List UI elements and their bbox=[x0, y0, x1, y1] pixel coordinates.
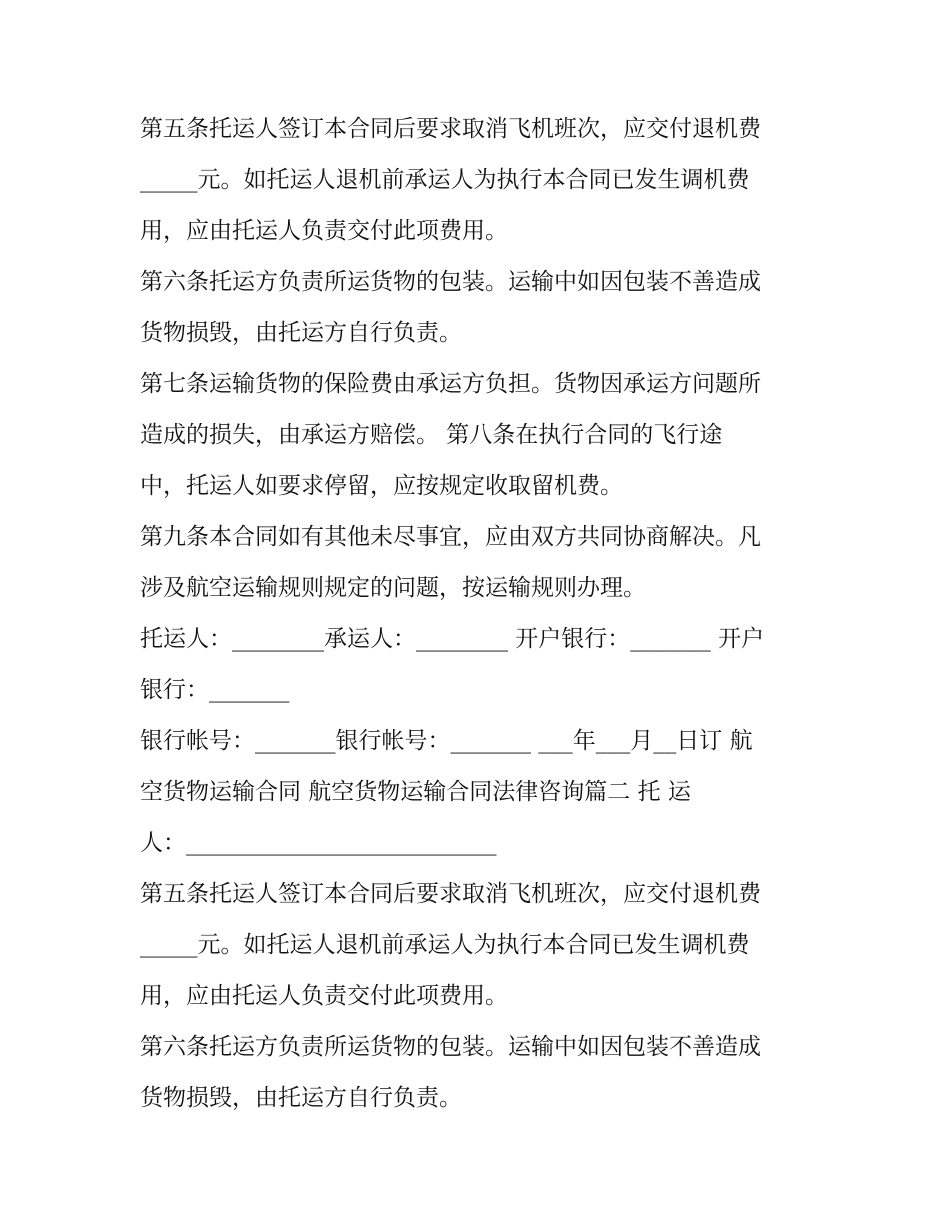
text-line: 用，应由托运人负责交付此项费用。 bbox=[140, 983, 508, 1009]
text-line: 银行：_______ bbox=[140, 677, 290, 703]
text-line: 第六条托运方负责所运货物的包装。运输中如因包装不善造成 bbox=[140, 269, 761, 295]
text-line: 用，应由托运人负责交付此项费用。 bbox=[140, 218, 508, 244]
document-body bbox=[140, 104, 830, 1124]
text-line: 第九条本合同如有其他未尽事宜，应由双方共同协商解决。凡 bbox=[140, 524, 761, 550]
text-line: _____元。如托运人退机前承运人为执行本合同已发生调机费 bbox=[140, 167, 750, 193]
text-line: 货物损毁，由托运方自行负责。 bbox=[140, 320, 462, 346]
text-line: 涉及航空运输规则规定的问题，按运输规则办理。 bbox=[140, 575, 646, 601]
text-line: 造成的损失，由承运方赔偿。 第八条在执行合同的飞行途 bbox=[140, 422, 723, 448]
text-line: 空货物运输合同 航空货物运输合同法律咨询篇二 托 运 bbox=[140, 779, 691, 805]
text-line: 银行帐号：_______银行帐号：_______ ___年___月__日订 航 bbox=[140, 728, 753, 754]
text-line: 第五条托运人签订本合同后要求取消飞机班次，应交付退机费 bbox=[140, 881, 761, 907]
text-line: _____元。如托运人退机前承运人为执行本合同已发生调机费 bbox=[140, 932, 750, 958]
text-line: 中，托运人如要求停留，应按规定收取留机费。 bbox=[140, 473, 623, 499]
text-line: 货物损毁，由托运方自行负责。 bbox=[140, 1085, 462, 1111]
text-line: 第六条托运方负责所运货物的包装。运输中如因包装不善造成 bbox=[140, 1034, 761, 1060]
text-line: 第七条运输货物的保险费由承运方负担。货物因承运方问题所 bbox=[140, 371, 761, 397]
text-line: 人：___________________________ bbox=[140, 830, 497, 856]
text-line: 第五条托运人签订本合同后要求取消飞机班次，应交付退机费 bbox=[140, 116, 761, 142]
text-line: 托运人：________承运人：________ 开户银行：_______ 开户 bbox=[140, 626, 765, 652]
